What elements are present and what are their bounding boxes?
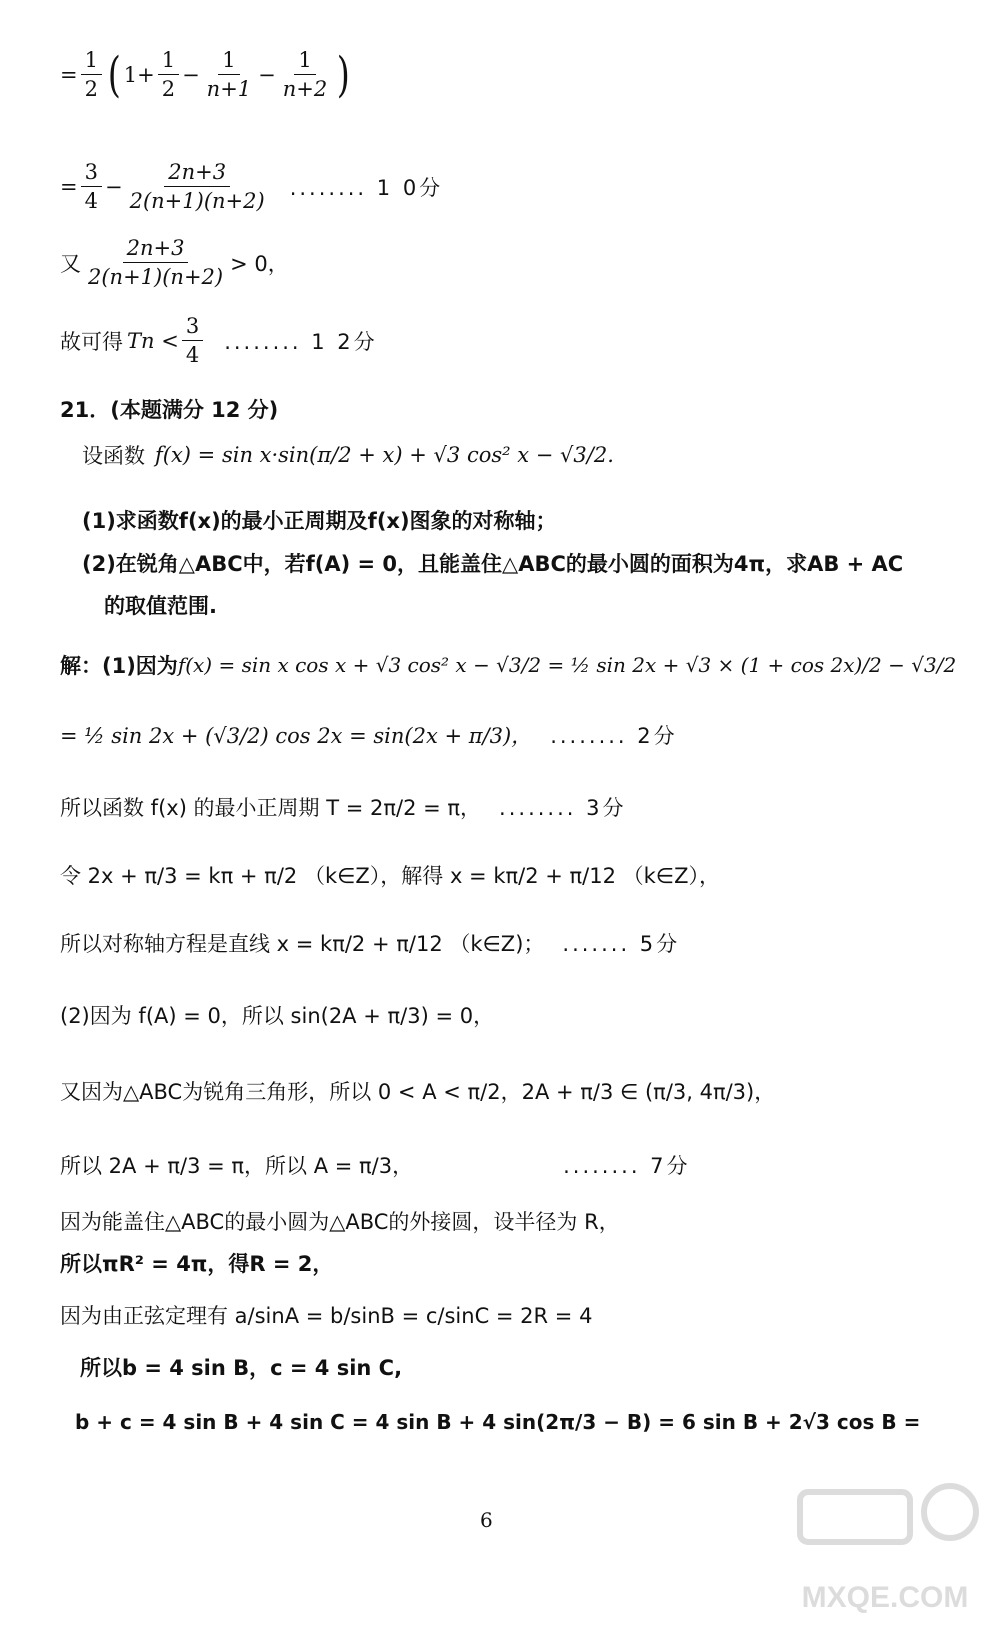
denominator: 2 <box>161 77 176 102</box>
equals-sign: = <box>60 174 78 199</box>
solution-text: b + c = 4 sin B + 4 sin C = 4 sin B + 4 sin(2π/3 − B) = 6 sin B + 2√3 cos B = <box>75 1410 921 1434</box>
denominator: n+2 <box>282 77 328 102</box>
setup-prefix: 设函数 <box>82 444 145 468</box>
solution-text: 所以对称轴方程是直线 x = kπ/2 + π/12 （k∈Z)； <box>60 932 545 956</box>
numerator: 1 <box>218 48 239 75</box>
fraction-term <box>126 160 269 213</box>
question-setup <box>82 440 614 470</box>
solution-text: 因为能盖住△ABC的最小圆为△ABC的外接圆，设半径为 R， <box>60 1210 620 1234</box>
solution-text: 又因为△ABC为锐角三角形，所以 0 < A < π/2，2A + π/3 ∈ (π/3, 4π/3)， <box>60 1080 776 1104</box>
function-definition: f(x) = sin x·sin(π/2 + x) + √3 cos² x − √3/2. <box>155 443 614 467</box>
solution-text: 所以 2A + π/3 = π，所以 A = π/3， <box>60 1154 414 1178</box>
score-marker: ........ 2分 <box>550 724 678 748</box>
question-part-2-cont <box>104 590 217 620</box>
equals-sign: = <box>60 62 78 87</box>
denominator: n+1 <box>206 77 252 102</box>
score-marker: ........ 1 2分 <box>224 329 378 354</box>
question-title <box>60 394 278 424</box>
minus-sign: − <box>104 174 123 199</box>
denominator: 2(n+1)(n+2) <box>88 265 224 290</box>
question-title-text: 21．(本题满分 12 分) <box>60 398 279 422</box>
fraction-term <box>81 160 102 213</box>
formula-line-4 <box>60 314 378 367</box>
solution-formula: = ½ sin 2x + (√3/2) cos 2x = sin(2x + π/3)， <box>60 724 533 748</box>
numerator: 1 <box>294 48 315 75</box>
text-prefix: 故可得 <box>60 329 123 354</box>
denominator: 2 <box>84 77 98 102</box>
minus-sign: − <box>182 62 200 87</box>
solution-line-11 <box>60 1300 592 1330</box>
score-marker: ........ 7分 <box>563 1154 691 1178</box>
formula-line-1 <box>60 48 353 101</box>
part-2-text-cont: 的取值范围. <box>104 594 217 618</box>
score-marker: ........ 3分 <box>499 796 627 820</box>
solution-text: (2)因为 f(A) = 0，所以 sin(2A + π/3) = 0， <box>60 1004 495 1028</box>
fraction-term <box>182 314 203 367</box>
fraction-half <box>81 48 102 101</box>
denominator: 4 <box>185 343 200 368</box>
solution-line-1 <box>60 650 956 680</box>
solution-line-4 <box>60 860 720 890</box>
score-marker: ....... 5分 <box>562 932 681 956</box>
fraction-term <box>84 236 227 289</box>
question-part-1 <box>82 505 557 535</box>
solution-formula: f(x) = sin x cos x + √3 cos² x − √3/2 = ½ sin 2x + √3 × (1 + cos 2x)/2 − √3/2 <box>177 653 957 677</box>
solution-text: 所以πR² = 4π，得R = 2， <box>60 1252 334 1276</box>
solution-line-6 <box>60 1000 494 1030</box>
watermark-text: MXQE.COM <box>801 1581 969 1614</box>
tn-inequality: Tn < <box>127 328 179 353</box>
minus-sign: − <box>258 62 276 87</box>
denominator: 2(n+1)(n+2) <box>129 189 265 214</box>
solution-line-9 <box>60 1206 620 1236</box>
solution-line-8 <box>60 1150 691 1180</box>
numerator: 3 <box>182 314 203 341</box>
solution-line-10 <box>60 1248 333 1278</box>
solution-line-7 <box>60 1076 775 1106</box>
text-suffix: > 0， <box>230 251 289 276</box>
solution-text: 所以函数 f(x) 的最小正周期 T = 2π/2 = π， <box>60 796 482 820</box>
text-prefix: 又 <box>60 251 81 276</box>
fraction-term <box>279 48 331 101</box>
fraction-term <box>158 48 179 101</box>
formula-line-2 <box>60 160 443 213</box>
solution-text: 所以b = 4 sin B，c = 4 sin C, <box>80 1356 403 1380</box>
numerator: 1 <box>158 48 179 75</box>
solution-line-5 <box>60 928 680 958</box>
formula-line-3 <box>60 236 289 289</box>
solution-prefix: 解：(1)因为 <box>60 654 178 678</box>
part-1-text: (1)求函数f(x)的最小正周期及f(x)图象的对称轴； <box>82 509 557 533</box>
numerator: 2n+3 <box>123 236 189 263</box>
solution-text: 因为由正弦定理有 a/sinA = b/sinB = c/sinC = 2R = 4 <box>60 1304 593 1328</box>
solution-line-3 <box>60 792 627 822</box>
solution-line-13 <box>75 1410 920 1434</box>
numerator: 1 <box>81 48 102 75</box>
solution-line-12 <box>80 1352 402 1382</box>
numerator: 2n+3 <box>164 160 230 187</box>
page-number: 6 <box>480 1508 493 1532</box>
term-one: 1+ <box>123 62 155 87</box>
denominator: 4 <box>84 189 98 214</box>
numerator: 3 <box>81 160 102 187</box>
watermark-logo <box>790 1472 980 1622</box>
score-marker: ........ 1 0分 <box>289 175 444 200</box>
part-2-text: (2)在锐角△ABC中，若f(A) = 0，且能盖住△ABC的最小圆的面积为4π，求AB + AC <box>82 552 904 576</box>
solution-text: 令 2x + π/3 = kπ + π/2 （k∈Z），解得 x = kπ/2 + π/12 （k∈Z）， <box>60 864 720 888</box>
fraction-term <box>203 48 255 101</box>
right-paren: ) <box>337 46 351 103</box>
solution-line-2 <box>60 720 678 750</box>
question-part-2 <box>82 548 903 578</box>
left-paren: ( <box>107 46 121 103</box>
